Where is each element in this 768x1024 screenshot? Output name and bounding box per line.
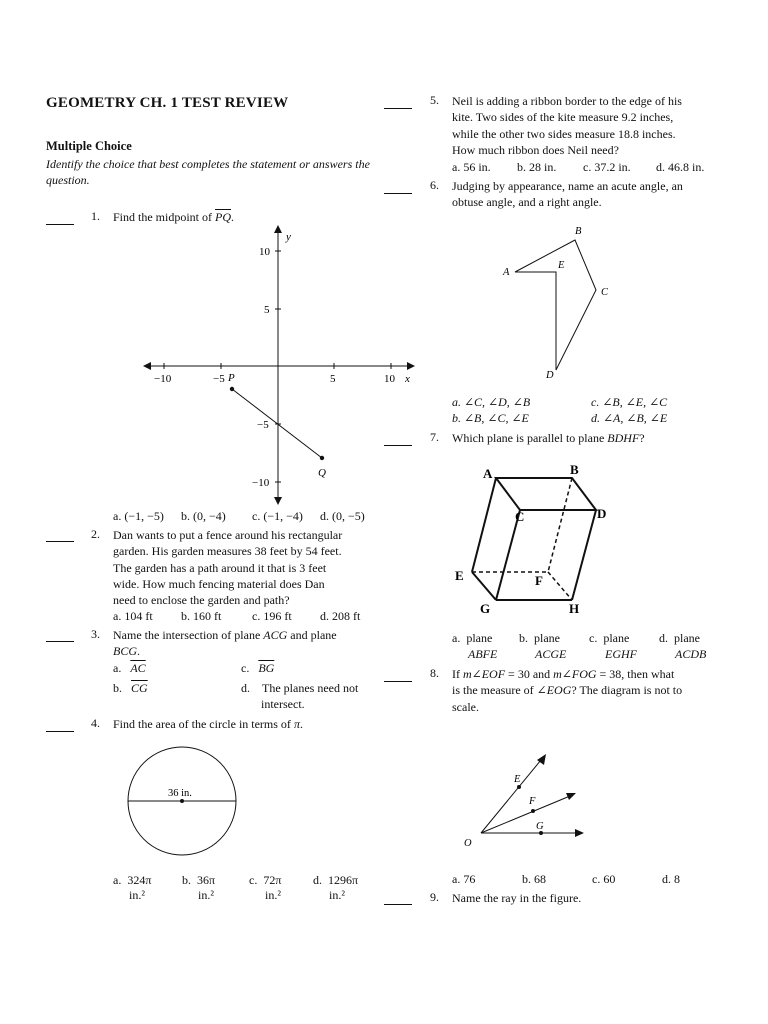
choice-label: c. <box>249 873 258 887</box>
choice-c[interactable]: c. 37.2 in. <box>583 160 631 174</box>
text-part: = 38, then what <box>596 667 675 681</box>
tick-label-y: −5 <box>257 419 269 431</box>
choice-a[interactable]: a. 76 <box>452 872 476 886</box>
choice-label: c. <box>589 631 598 645</box>
text-line: while the other two sides measure 18.8 inches. <box>452 126 676 141</box>
choice-c[interactable]: c. ∠B, ∠E, ∠C <box>591 395 668 409</box>
text-line: The garden has a path around it that is 3 feet <box>113 560 327 575</box>
plane-name: ACGE <box>535 647 567 662</box>
pi-symbol: π <box>293 717 300 731</box>
vertex-label: H <box>569 601 580 616</box>
text-line: garden. His garden measures 38 feet by 54 feet. <box>113 544 342 559</box>
choice-text: plane <box>603 631 630 645</box>
point-label: O <box>464 838 472 849</box>
plane-name: ACDB <box>675 647 707 662</box>
text-line: kite. Two sides of the kite measure 9.2 inches, <box>452 110 674 125</box>
plane-name: BDHF <box>607 431 640 445</box>
vertex-label: E <box>455 568 464 583</box>
choice-label: c. <box>241 661 250 675</box>
text-line: How much ribbon does Neil need? <box>452 142 619 157</box>
text-part: Name the intersection of plane <box>113 628 264 642</box>
choice-text: intersect. <box>261 697 305 712</box>
question-text-main: Find the midpoint of <box>113 210 212 224</box>
punct: . <box>299 717 303 731</box>
point-label: D <box>546 370 554 381</box>
text-line: wide. How much fencing material does Dan <box>113 576 325 591</box>
choice-d[interactable]: d. 208 ft <box>320 609 361 623</box>
choice-label: d. <box>659 631 668 645</box>
question-text: Name the ray in the figure. <box>452 891 582 905</box>
choice-c[interactable]: c. 60 <box>592 872 616 886</box>
tick-label-x: −5 <box>213 373 225 385</box>
point-e <box>517 785 521 789</box>
choice-b[interactable]: b. 68 <box>522 872 546 886</box>
segment-label: $\overline{AC}$ <box>130 661 146 675</box>
text-line: Dan wants to put a fence around his rectangular <box>113 528 343 542</box>
point-f <box>531 809 535 813</box>
question-number: 6. <box>430 178 439 192</box>
ray-arrow <box>566 793 576 800</box>
section-heading: Multiple Choice <box>46 139 132 153</box>
angle-name: ∠EOG <box>536 683 572 698</box>
text-line: Judging by appearance, name an acute angle, an <box>452 179 683 193</box>
tick-label-y: −10 <box>252 477 270 489</box>
point-label: A <box>503 267 510 278</box>
text-part: ? The diagram is not to <box>571 683 683 698</box>
tick-label-x: −10 <box>154 373 172 385</box>
choice-label: d. <box>313 873 322 887</box>
choice-label: b. <box>519 631 528 645</box>
x-axis-label: x <box>405 373 410 385</box>
question-number: 3. <box>91 627 100 641</box>
section-instructions: Identify the choice that best completes the statement or answers the question. <box>46 157 370 187</box>
y-axis-label: y <box>286 231 291 243</box>
plane-name: ABFE <box>468 647 498 662</box>
choice-a[interactable]: a. (−1, −5) <box>113 509 164 523</box>
choice-value: 36π <box>197 873 216 887</box>
choice-label: d. <box>241 681 250 695</box>
choice-label: a. <box>452 631 461 645</box>
choice-d[interactable]: d. 46.8 in. <box>656 160 705 174</box>
choice-b[interactable]: b. (0, −4) <box>181 509 226 523</box>
text-line: scale. <box>452 699 479 714</box>
tick-label-y: 10 <box>259 246 270 258</box>
point-label: C <box>601 287 609 298</box>
measure-label: 36 in. <box>168 788 192 799</box>
point-label: E <box>558 260 565 271</box>
choice-d[interactable]: d. (0, −5) <box>320 509 365 523</box>
choice-b[interactable]: b. 160 ft <box>181 609 222 623</box>
angle-measure: m∠FOG <box>553 667 597 681</box>
choice-text: plane <box>674 631 700 645</box>
point-label: B <box>575 226 582 237</box>
text-line: obtuse angle, and a right angle. <box>452 195 602 210</box>
point-label: G <box>536 821 544 832</box>
choice-unit: in.² <box>329 888 345 902</box>
vertex-label: D <box>597 506 607 521</box>
tick-label-x: 10 <box>384 373 395 385</box>
plane-name: ACG <box>263 628 288 642</box>
choice-unit: in.² <box>198 888 214 902</box>
choice-d[interactable]: d. 8 <box>662 872 680 886</box>
text-part: Which plane is parallel to plane <box>452 431 608 445</box>
tick-label-x: 5 <box>330 373 336 385</box>
choice-value: 72π <box>263 873 282 887</box>
segment-label: $\overline{PQ}$ <box>215 210 231 224</box>
text-line: Neil is adding a ribbon border to the edge of his <box>452 94 682 108</box>
point-p-label: P <box>228 372 235 384</box>
text-part: is the measure of <box>452 683 537 698</box>
choice-value: 1296π <box>328 873 359 887</box>
question-number: 4. <box>91 716 100 730</box>
vertex-label: A <box>483 466 493 481</box>
point-label: E <box>514 774 521 785</box>
segment-label: $\overline{BG}$ <box>258 661 275 675</box>
question-number: 8. <box>430 666 439 680</box>
choice-unit: in.² <box>129 888 145 902</box>
point-q-label: Q <box>318 467 326 479</box>
question-number: 9. <box>430 890 439 904</box>
plane-name: EGHF <box>605 647 637 662</box>
tick-label-y: 5 <box>264 304 270 316</box>
question-number: 5. <box>430 93 439 107</box>
vertex-label: F <box>535 573 543 588</box>
text-part: Find the area of the circle in terms of <box>113 717 294 731</box>
question-number: 1. <box>91 209 100 223</box>
punct: ? <box>639 431 645 445</box>
choice-text: The planes need not <box>262 681 359 695</box>
choice-label: b. <box>113 681 122 695</box>
choice-b[interactable]: b. ∠B, ∠C, ∠E <box>452 411 529 425</box>
text-part: = 30 and <box>505 667 554 681</box>
choice-value: 324π <box>127 873 152 887</box>
choice-label: b. <box>182 873 191 887</box>
ray-arrow <box>575 829 584 837</box>
choice-c[interactable]: c. 196 ft <box>252 609 292 623</box>
segment-label: $\overline{CG}$ <box>131 681 148 695</box>
text-part: If <box>452 667 463 681</box>
choice-b[interactable]: b. 28 in. <box>517 160 557 174</box>
vertex-label: C <box>515 509 525 524</box>
plane-name: BCG <box>113 644 137 659</box>
choice-a[interactable]: a. 104 ft <box>113 609 153 623</box>
punct: . <box>231 210 234 224</box>
choice-d[interactable]: d. ∠A, ∠B, ∠E <box>591 411 668 425</box>
point-label: F <box>529 796 536 807</box>
page-title: GEOMETRY CH. 1 TEST REVIEW <box>46 95 289 111</box>
choice-a[interactable]: a. ∠C, ∠D, ∠B <box>452 395 531 409</box>
question-number: 2. <box>91 527 100 541</box>
choice-c[interactable]: c. (−1, −4) <box>252 509 303 523</box>
text-line: need to enclose the garden and path? <box>113 593 290 608</box>
vertex-label: B <box>570 462 579 477</box>
answer-blank-9[interactable] <box>384 904 412 905</box>
question-number: 7. <box>430 430 439 444</box>
choice-label: a. <box>113 873 122 887</box>
text-part: and plane <box>287 628 337 642</box>
choice-a[interactable]: a. 56 in. <box>452 160 491 174</box>
choice-unit: in.² <box>265 888 281 902</box>
question-text: Name the intersection of plane ACG and plane BCG. <box>113 628 337 659</box>
choice-text: plane <box>466 631 493 645</box>
vertex-label: G <box>480 601 491 616</box>
choice-label: a. <box>113 661 122 675</box>
choice-text: plane <box>534 631 560 645</box>
angle-measure: m∠EOF <box>463 667 506 681</box>
